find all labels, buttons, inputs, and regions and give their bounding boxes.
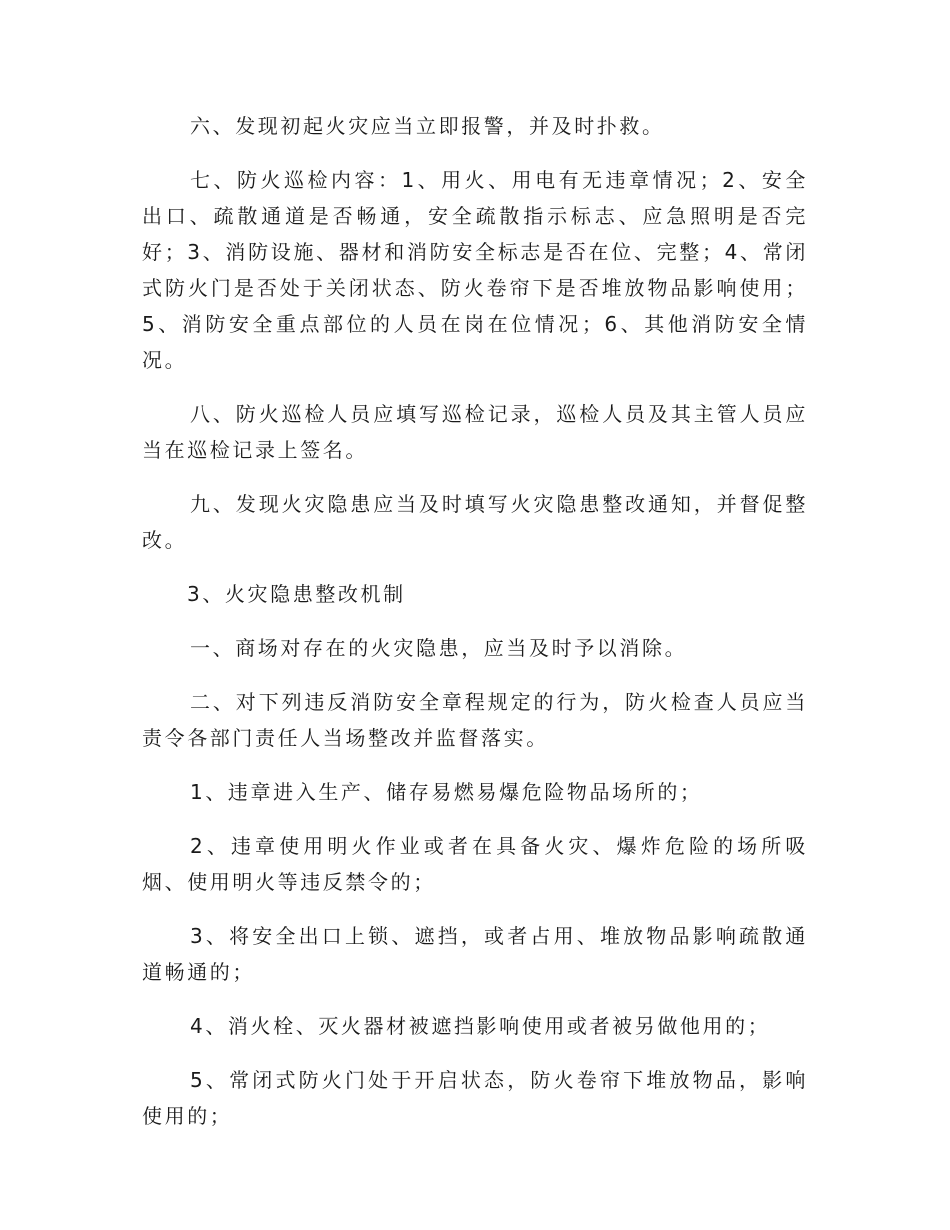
paragraph-hazard-notice: 九、发现火灾隐患应当及时填写火灾隐患整改通知，并督促整改。 <box>142 492 808 552</box>
paragraph-patrol-content: 七、防火巡检内容：1、用火、用电有无违章情况；2、安全出口、疏散通道是否畅通，安全疏散指示标志、应急照明是否完好；3、消防设施、器材和消防安全标志是否在位、完整；4、常闭式防火门是否处于关闭状态、防火卷帘下是否堆放物品影响使用；5、消防安全重点部位的人员在岗在位情况；6、其他消防安全情况。 <box>142 168 808 372</box>
list-item-1: 1、违章进入生产、储存易燃易爆危险物品场所的； <box>190 780 703 804</box>
list-item-4: 4、消火栓、灭火器材被遮挡影响使用或者被另做他用的； <box>190 1014 771 1038</box>
list-item-2: 2、违章使用明火作业或者在具备火灾、爆炸危险的场所吸烟、使用明火等违反禁令的； <box>142 834 808 894</box>
paragraph-rectify-violations: 二、对下列违反消防安全章程规定的行为，防火检查人员应当责令各部门责任人当场整改并监督落实。 <box>142 690 808 750</box>
paragraph-eliminate-hazards: 一、商场对存在的火灾隐患，应当及时予以消除。 <box>190 636 688 660</box>
document-body <box>142 108 808 1152</box>
paragraph-item-6: 六、发现初起火灾应当立即报警，并及时扑救。 <box>190 114 665 138</box>
list-item-3: 3、将安全出口上锁、遮挡，或者占用、堆放物品影响疏散通道畅通的； <box>142 924 808 984</box>
list-item-5: 5、常闭式防火门处于开启状态，防火卷帘下堆放物品，影响使用的； <box>142 1068 808 1128</box>
paragraph-patrol-record: 八、防火巡检人员应填写巡检记录，巡检人员及其主管人员应当在巡检记录上签名。 <box>142 402 808 462</box>
section-heading: 3、火灾隐患整改机制 <box>187 582 406 606</box>
